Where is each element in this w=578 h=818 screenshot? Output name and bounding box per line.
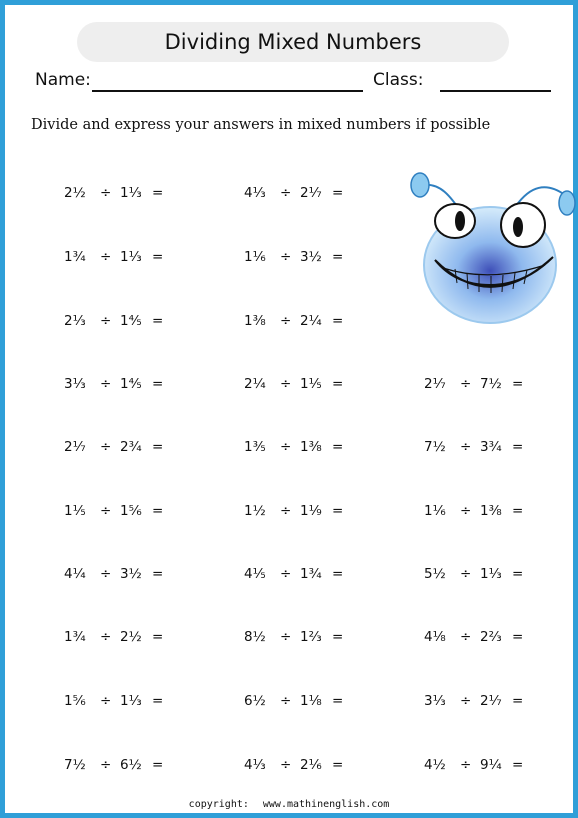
divisor: 2⅙ <box>300 757 322 773</box>
problem-col2-row-2 <box>244 249 374 271</box>
divisor: 2¼ <box>300 313 322 329</box>
name-label: Name: <box>35 70 91 90</box>
equals-sign: = <box>512 566 524 582</box>
copyright-label: copyright: <box>188 799 249 810</box>
divide-sign: ÷ <box>460 376 472 392</box>
problem-col2-row-3 <box>244 313 374 335</box>
problem-col3-row-7 <box>424 566 554 588</box>
divide-sign: ÷ <box>460 566 472 582</box>
equals-sign: = <box>152 249 164 265</box>
problem-col1-row-9 <box>64 693 194 715</box>
problem-col2-row-4 <box>244 376 374 398</box>
equals-sign: = <box>332 566 344 582</box>
divide-sign: ÷ <box>100 313 112 329</box>
divisor: 6½ <box>120 757 142 773</box>
copyright-footer <box>0 799 578 810</box>
problem-col3-row-8 <box>424 629 554 651</box>
divisor: 1⅓ <box>120 249 142 265</box>
divide-sign: ÷ <box>280 376 292 392</box>
divisor: 1⅚ <box>120 503 142 519</box>
equals-sign: = <box>512 503 524 519</box>
website-link[interactable]: www.mathinenglish.com <box>262 799 390 810</box>
divide-sign: ÷ <box>280 185 292 201</box>
problem-col3-row-9 <box>424 693 554 715</box>
problem-col1-row-6 <box>64 503 194 525</box>
divisor: 2¾ <box>120 439 142 455</box>
divide-sign: ÷ <box>280 503 292 519</box>
equals-sign: = <box>152 566 164 582</box>
divide-sign: ÷ <box>100 693 112 709</box>
worksheet-title <box>77 22 509 62</box>
problem-col2-row-9 <box>244 693 374 715</box>
problem-col1-row-5 <box>64 439 194 461</box>
problem-col2-row-1 <box>244 185 374 207</box>
problem-col3-row-10 <box>424 757 554 779</box>
problem-col1-row-3 <box>64 313 194 335</box>
dividend: 5½ <box>424 566 446 582</box>
divide-sign: ÷ <box>100 629 112 645</box>
equals-sign: = <box>332 376 344 392</box>
problem-col1-row-2 <box>64 249 194 271</box>
divisor: 2⅔ <box>480 629 502 645</box>
divisor: 1¾ <box>300 566 322 582</box>
dividend: 1⅕ <box>64 503 86 519</box>
divisor: 2⅐ <box>480 693 502 709</box>
equals-sign: = <box>152 439 164 455</box>
worksheet-title-text: Dividing Mixed Numbers <box>164 30 422 54</box>
dividend: 1⅗ <box>244 439 266 455</box>
instructions: Divide and express your answers in mixed numbers if possible <box>31 117 491 133</box>
dividend: 2⅐ <box>424 376 446 392</box>
divide-sign: ÷ <box>100 249 112 265</box>
divide-sign: ÷ <box>460 503 472 519</box>
divisor: 9¼ <box>480 757 502 773</box>
dividend: 3⅓ <box>424 693 446 709</box>
divisor: 7½ <box>480 376 502 392</box>
divide-sign: ÷ <box>280 693 292 709</box>
divisor: 1⅓ <box>120 693 142 709</box>
divisor: 1⅜ <box>480 503 502 519</box>
dividend: 2¼ <box>244 376 266 392</box>
equals-sign: = <box>152 757 164 773</box>
divisor: 1⅘ <box>120 313 142 329</box>
equals-sign: = <box>512 757 524 773</box>
problem-col3-row-6 <box>424 503 554 525</box>
divide-sign: ÷ <box>100 757 112 773</box>
equals-sign: = <box>512 439 524 455</box>
problem-col2-row-8 <box>244 629 374 651</box>
divisor: 1⅓ <box>120 185 142 201</box>
divide-sign: ÷ <box>100 566 112 582</box>
divide-sign: ÷ <box>280 757 292 773</box>
class-answer-line[interactable] <box>440 90 551 92</box>
equals-sign: = <box>332 503 344 519</box>
problem-col3-row-5 <box>424 439 554 461</box>
divide-sign: ÷ <box>100 439 112 455</box>
equals-sign: = <box>152 693 164 709</box>
divisor: 3½ <box>300 249 322 265</box>
divide-sign: ÷ <box>460 757 472 773</box>
equals-sign: = <box>332 693 344 709</box>
divide-sign: ÷ <box>100 376 112 392</box>
dividend: 1⅙ <box>244 249 266 265</box>
divisor: 2⅐ <box>300 185 322 201</box>
divide-sign: ÷ <box>460 629 472 645</box>
dividend: 4½ <box>424 757 446 773</box>
equals-sign: = <box>332 757 344 773</box>
dividend: 2⅓ <box>64 313 86 329</box>
divide-sign: ÷ <box>280 629 292 645</box>
divisor: 2½ <box>120 629 142 645</box>
bug-mascot-icon <box>405 165 578 327</box>
divisor: 1⅛ <box>300 693 322 709</box>
dividend: 6½ <box>244 693 266 709</box>
equals-sign: = <box>152 313 164 329</box>
equals-sign: = <box>512 693 524 709</box>
problem-col2-row-10 <box>244 757 374 779</box>
problem-col1-row-10 <box>64 757 194 779</box>
dividend: 1½ <box>244 503 266 519</box>
dividend: 2½ <box>64 185 86 201</box>
dividend: 4⅓ <box>244 185 266 201</box>
dividend: 2⅐ <box>64 439 86 455</box>
equals-sign: = <box>152 503 164 519</box>
dividend: 7½ <box>424 439 446 455</box>
divisor: 1⅜ <box>300 439 322 455</box>
divide-sign: ÷ <box>100 185 112 201</box>
divisor: 1⅕ <box>300 376 322 392</box>
equals-sign: = <box>332 249 344 265</box>
dividend: 1⅙ <box>424 503 446 519</box>
problem-col1-row-1 <box>64 185 194 207</box>
equals-sign: = <box>332 313 344 329</box>
problem-col1-row-7 <box>64 566 194 588</box>
problem-col1-row-4 <box>64 376 194 398</box>
equals-sign: = <box>512 629 524 645</box>
problem-col2-row-6 <box>244 503 374 525</box>
divide-sign: ÷ <box>280 439 292 455</box>
dividend: 7½ <box>64 757 86 773</box>
dividend: 1⅚ <box>64 693 86 709</box>
dividend: 1¾ <box>64 629 86 645</box>
divide-sign: ÷ <box>280 249 292 265</box>
divide-sign: ÷ <box>460 439 472 455</box>
dividend: 4⅕ <box>244 566 266 582</box>
problem-col2-row-5 <box>244 439 374 461</box>
equals-sign: = <box>512 376 524 392</box>
problem-col1-row-8 <box>64 629 194 651</box>
divisor: 1⅘ <box>120 376 142 392</box>
divisor: 1⅔ <box>300 629 322 645</box>
equals-sign: = <box>152 185 164 201</box>
problem-col3-row-4 <box>424 376 554 398</box>
equals-sign: = <box>332 439 344 455</box>
dividend: 4¼ <box>64 566 86 582</box>
dividend: 4⅛ <box>424 629 446 645</box>
dividend: 1⅜ <box>244 313 266 329</box>
dividend: 4⅓ <box>244 757 266 773</box>
divide-sign: ÷ <box>100 503 112 519</box>
equals-sign: = <box>332 629 344 645</box>
dividend: 1¾ <box>64 249 86 265</box>
equals-sign: = <box>152 376 164 392</box>
dividend: 8½ <box>244 629 266 645</box>
equals-sign: = <box>152 629 164 645</box>
divide-sign: ÷ <box>460 693 472 709</box>
dividend: 3⅓ <box>64 376 86 392</box>
divide-sign: ÷ <box>280 566 292 582</box>
problem-col2-row-7 <box>244 566 374 588</box>
divide-sign: ÷ <box>280 313 292 329</box>
class-label: Class: <box>373 70 424 90</box>
divisor: 3½ <box>120 566 142 582</box>
equals-sign: = <box>332 185 344 201</box>
name-answer-line[interactable] <box>92 90 363 92</box>
divisor: 3¾ <box>480 439 502 455</box>
divisor: 1⅑ <box>300 503 322 519</box>
divisor: 1⅓ <box>480 566 502 582</box>
